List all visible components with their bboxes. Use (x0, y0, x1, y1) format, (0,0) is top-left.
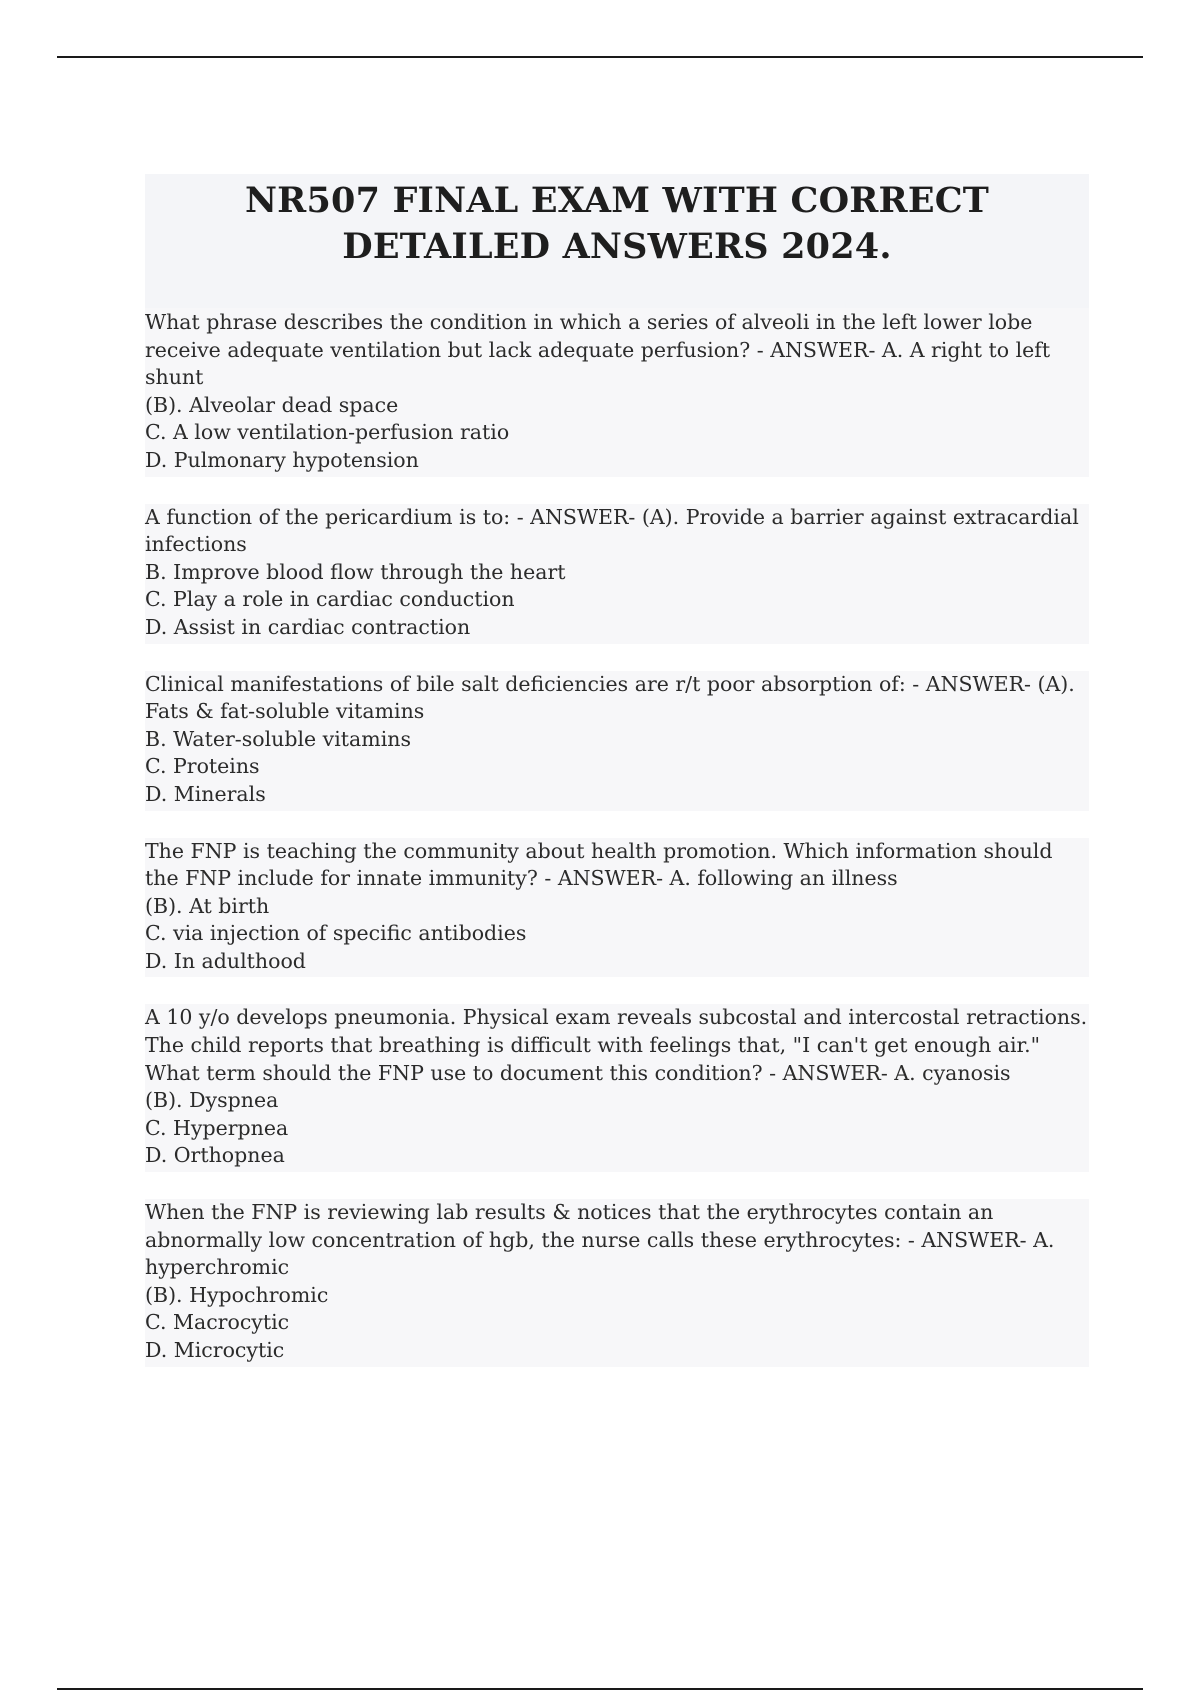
title-line-1: NR507 FINAL EXAM WITH CORRECT (244, 180, 990, 221)
answer-option: (B). At birth (145, 893, 270, 918)
answer-option: C. A low ventilation-perfusion ratio (145, 420, 510, 445)
bottom-rule (57, 1688, 1143, 1690)
question-item (145, 308, 1089, 477)
answer-option: D. Microcytic (145, 1338, 285, 1362)
answer-option: D. Pulmonary hypotension (145, 447, 419, 472)
answer-option: D. Assist in cardiac contraction (145, 614, 471, 639)
title-block (145, 174, 1089, 308)
question-item (145, 838, 1089, 978)
answer-option: D. In adulthood (145, 948, 306, 973)
answer-option: (B). Alveolar dead space (145, 392, 399, 417)
answer-option: C. Play a role in cardiac conduction (145, 587, 515, 612)
answer-option: C. Hyperpnea (145, 1115, 289, 1140)
question-text: The FNP is teaching the community about health promotion. Which information should the FNP include for innate immunity? - ANSWER- A. following an illness (145, 838, 1053, 891)
question-text: A 10 y/o develops pneumonia. Physical exam reveals subcostal and intercostal retractions. The child reports that breathing is difficult with feelings that, "I can't get enough air." What term should the FNP use to document this condition? - ANSWER- A. cyanosis (145, 1005, 1088, 1085)
answer-option: (B). Dyspnea (145, 1088, 279, 1113)
question-text: When the FNP is reviewing lab results & notices that the erythrocytes contain an abnormally low concentration of hgb, the nurse calls these erythrocytes: - ANSWER- A. hyperchromic (145, 1200, 1055, 1280)
document-title (155, 178, 1079, 270)
question-item (145, 1004, 1089, 1172)
answer-option: B. Water-soluble vitamins (145, 726, 411, 751)
answer-option: D. Orthopnea (145, 1143, 285, 1168)
answer-option: (B). Hypochromic (145, 1282, 329, 1307)
question-text: A function of the pericardium is to: - ANSWER- (A). Provide a barrier against extracardial infections (145, 504, 1079, 557)
question-list (145, 308, 1089, 1367)
question-item (145, 504, 1089, 644)
question-item (145, 1199, 1089, 1367)
document-page (145, 174, 1089, 1394)
top-rule (57, 56, 1143, 58)
answer-option: D. Minerals (145, 781, 266, 806)
question-item (145, 671, 1089, 811)
answer-option: B. Improve blood flow through the heart (145, 559, 566, 584)
question-text: Clinical manifestations of bile salt deficiencies are r/t poor absorption of: - ANSWER- (A). Fats & fat-soluble vitamins (145, 671, 1075, 724)
title-line-2: DETAILED ANSWERS 2024. (342, 226, 892, 267)
answer-option: C. Macrocytic (145, 1310, 290, 1335)
question-text: What phrase describes the condition in which a series of alveoli in the left lower lobe receive adequate ventilation but lack adequate perfusion? - ANSWER- A. A right to left shunt (145, 310, 1051, 390)
answer-option: C. via injection of specific antibodies (145, 921, 527, 946)
answer-option: C. Proteins (145, 754, 260, 779)
